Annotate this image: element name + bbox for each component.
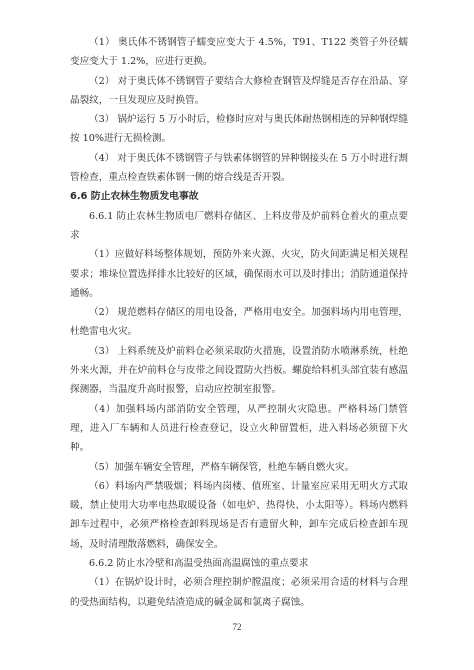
paragraph: （5）加强车辆安全管理，严格车辆保管，杜绝车辆自燃火灾。 bbox=[89, 461, 355, 473]
paragraph: （2） 对于奥氏体不锈钢管子要结合大修检查钢管及焊缝是否存在沿晶、穿晶裂纹，一旦发现应及时换管。 bbox=[70, 75, 408, 106]
paragraph: （1） 奥氏体不锈钢管子蠕变应变大于 4.5%，T91、T122 类管子外径蠕变应变大于 1.2%，应进行更换。 bbox=[70, 37, 408, 68]
paragraph: （4） 对于奥氏体不锈钢管子与铁素体钢管的异种钢接头在 5 万小时进行割管检查，重点检查铁素体钢一侧的熔合线是否开裂。 bbox=[70, 152, 408, 184]
paragraph: 6.6.2 防止水冷壁和高温受热面高温腐蚀的重点要求 bbox=[89, 558, 309, 570]
paragraph: （2） 规范燃料存储区的用电设备，严格用电安全。加强料场内用电管理，杜绝雷电火灾。 bbox=[70, 307, 408, 338]
paragraph: （1）在锅炉设计时，必须合理控制炉膛温度；必须采用合适的材料与合理的受热面结构，以避免结渣造成的碱金属和氯离子腐蚀。 bbox=[70, 577, 408, 608]
paragraph: （1）应做好料场整体规划，预防外来火源、火灾，防火间距满足相关规程要求；堆垛位置选择排水比较好的区域，确保雨水可以及时排出；消防通道保持通畅。 bbox=[70, 249, 408, 299]
page-body bbox=[70, 33, 408, 612]
section-heading: 6.6 防止农林生物质发电事故 bbox=[70, 191, 199, 203]
paragraph: 6.6.1 防止农林生物质电厂燃料存储区、上料皮带及炉前料仓着火的重点要求 bbox=[70, 210, 408, 241]
paragraph: （3） 锅炉运行 5 万小时后，检修时应对与奥氏体耐热钢相连的异种钢焊缝按 10%进行无损检测。 bbox=[70, 114, 408, 145]
paragraph: （6）料场内严禁吸烟；料场内岗楼、值班室、计量室应采用无明火方式取暖，禁止使用大功率电热取暖设备（如电炉、热得快、小太阳等）。料场内燃料卸车过程中，必须严格检查卸料现场是否有遗留火种，卸车完成后检查卸车现场，及时清理散落燃料，确保安全。 bbox=[70, 480, 408, 550]
page-number: 72 bbox=[232, 622, 242, 632]
paragraph: （4）加强料场内部消防安全管理，从严控制火灾隐患。严格料场门禁管理，进入厂车辆和人员进行检查登记，设立火种留置柜，进入料场必须留下火种。 bbox=[70, 403, 408, 454]
paragraph: （3） 上料系统及炉前料仓必须采取防火措施，设置消防水喷淋系统，杜绝外来火源，并在炉前料仓与皮带之间设置防火挡板。螺旋给料机头部宜装有感温探测器，当温度升高时报警，启动应控制室报警。 bbox=[70, 345, 408, 396]
